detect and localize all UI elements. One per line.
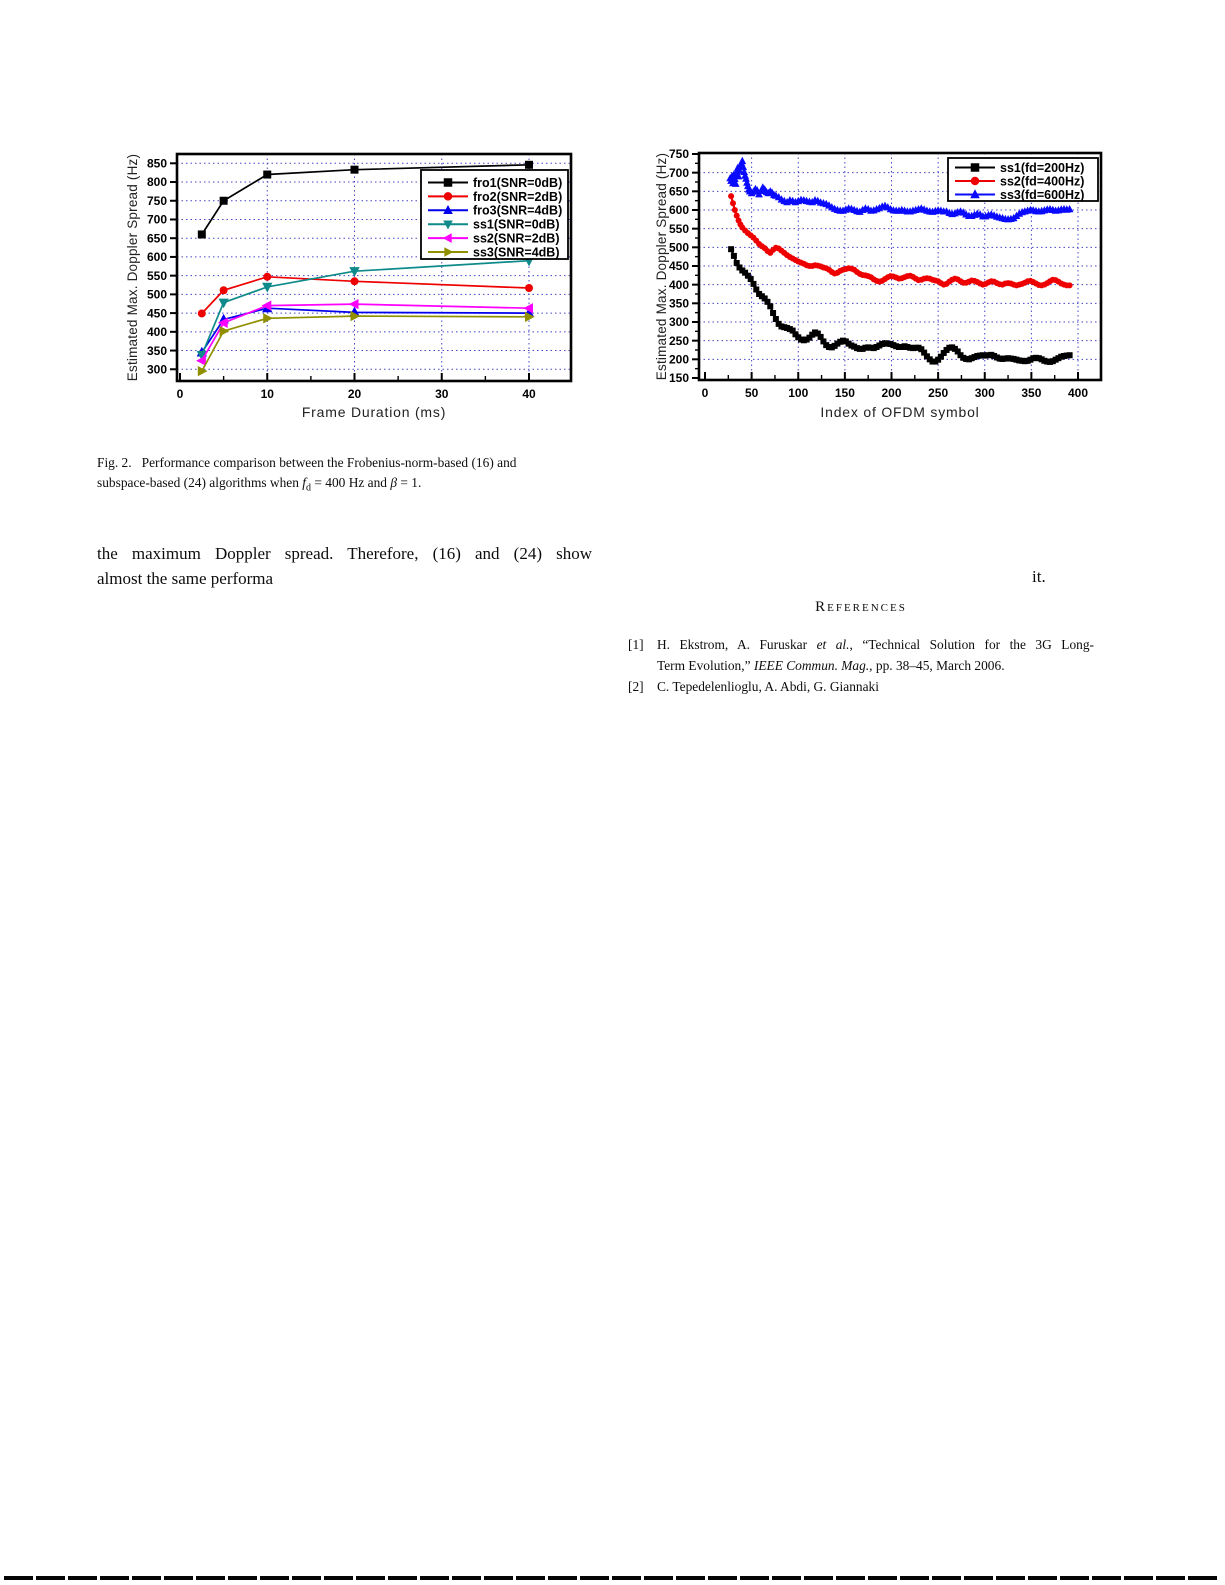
y-tick-label: 700 [146,212,167,227]
marker-circle [198,309,206,317]
journal-name: IEEE Commun. Mag. [753,658,870,673]
legend-label: ss3(fd=600Hz) [1000,187,1085,202]
marker-square [767,303,773,309]
reference-text: , pp. 38–45, March 2006. [869,658,1005,673]
marker-square [351,166,359,174]
legend-label: ss3(SNR=4dB) [473,245,560,260]
reference-text: , “Technical Solution for the 3G Long- [849,637,1094,652]
y-tick-label: 700 [668,165,689,180]
y-tick-label: 400 [146,325,167,340]
y-tick-label: 550 [668,221,689,236]
legend [948,158,1098,202]
marker-circle [220,286,228,294]
caption-text: = 1. [397,475,422,490]
marker-square [971,163,980,172]
legend [421,170,568,259]
marker-circle [730,200,736,206]
y-axis-title: Estimated Max. Doppler Spread (Hz) [654,152,669,381]
x-axis-title: Frame Duration (ms) [301,404,447,420]
y-tick-label: 300 [668,315,689,330]
marker-square [770,310,776,316]
legend-label: fro3(SNR=4dB) [473,203,563,218]
legend-label: ss1(SNR=0dB) [473,217,560,232]
beta-symbol: β [390,475,398,490]
y-tick-label: 500 [668,240,689,255]
x-tick-label: 250 [928,386,949,400]
y-tick-label: 600 [668,203,689,218]
y-tick-label: 350 [146,343,167,358]
y-tick-label: 800 [146,175,167,190]
reference-text: H. Ekstrom, A. Furuskar [657,637,817,652]
marker-square [731,253,737,259]
y-tick-label: 650 [668,184,689,199]
y-tick-label: 750 [146,193,167,208]
y-tick-label: 600 [146,250,167,265]
marker-square [750,281,756,287]
marker-circle [525,284,533,292]
series-line [202,308,529,352]
figure2-caption-line1: Fig. 2. Performance comparison between the Frobenius-norm-based (16) and [97,455,517,470]
legend-label: ss1(fd=200Hz) [1000,160,1085,175]
reference-1-line1 [628,634,1094,655]
page-edge-dashed-rule [4,1576,1220,1580]
marker-square [728,246,734,252]
series-line [202,316,529,371]
reference-text: C. Tepedelenlioglu, A. Abdi, G. Giannaki [657,679,879,694]
marker-triangle-left [349,299,359,309]
y-tick-label: 150 [668,371,689,386]
y-tick-label: 550 [146,268,167,283]
marker-square [220,197,228,205]
reference-1-line2 [628,655,1094,676]
body-line1: the maximum Doppler spread. Therefore, (16) and (24) show [97,544,592,563]
marker-square [525,161,533,169]
legend-label: fro2(SNR=2dB) [473,189,563,204]
x-tick-label: 200 [881,386,902,400]
figure2-right-chart [625,132,1135,432]
reference-2-number: [2] [628,679,644,694]
marker-circle [263,273,271,281]
x-tick-label: 30 [435,387,449,401]
legend-label: ss2(SNR=2dB) [473,231,560,246]
et-al: et al. [816,637,850,652]
x-tick-label: 150 [834,386,855,400]
x-axis-title: Index of OFDM symbol [820,404,980,420]
marker-triangle-right [198,366,208,376]
body-line2: almost the same performa [97,569,274,588]
marker-square [198,230,206,238]
x-tick-label: 0 [701,386,709,400]
y-tick-label: 250 [668,333,689,348]
fd-symbol: f [302,475,307,490]
marker-square [1067,352,1073,358]
marker-circle [971,177,980,186]
x-tick-label: 300 [974,386,995,400]
legend-label: fro1(SNR=0dB) [473,175,563,190]
marker-circle [1067,282,1073,288]
x-tick-label: 0 [176,387,184,401]
marker-square [263,171,271,179]
marker-triangle-right [220,326,230,336]
caption-text: = 400 Hz and [311,475,391,490]
x-tick-label: 40 [522,387,536,401]
series-line [202,277,529,314]
figure2-left-chart [80,132,585,432]
fd-subscript: d [306,482,312,494]
marker-circle [732,207,738,213]
x-tick-label: 20 [347,387,362,401]
body-paragraph [97,541,592,591]
y-tick-label: 750 [668,147,689,162]
reference-list [628,634,1094,697]
x-tick-label: 10 [260,387,274,401]
reference-text: Term Evolution,” [657,658,754,673]
caption-text: subspace-based (24) algorithms when [97,475,303,490]
x-tick-label: 100 [788,386,809,400]
figure2-caption [97,453,597,499]
x-tick-label: 400 [1067,386,1089,400]
legend-label: ss2(fd=400Hz) [1000,174,1085,189]
left-chart-svg [80,132,585,432]
figure2-caption-line2 [97,473,597,499]
marker-triangle-up [738,157,746,164]
y-tick-label: 850 [146,156,167,171]
x-tick-label: 50 [744,386,759,400]
y-tick-label: 350 [668,296,689,311]
marker-circle [351,277,359,285]
references-heading: References [815,599,907,615]
reference-1-number: [1] [628,637,644,652]
right-chart-svg [625,132,1135,432]
x-tick-label: 350 [1021,386,1042,400]
marker-circle [728,193,734,199]
y-tick-label: 500 [146,287,167,302]
y-tick-label: 650 [146,231,167,246]
marker-circle [444,192,453,201]
y-tick-label: 400 [668,277,689,292]
marker-triangle-down [219,299,229,309]
y-tick-label: 450 [668,259,689,274]
y-axis-title: Estimated Max. Doppler Spread (Hz) [125,153,140,382]
marker-square [444,178,453,187]
reference-2 [628,676,1094,697]
y-tick-label: 300 [146,362,167,377]
y-tick-label: 200 [668,352,689,367]
marker-triangle-right [263,313,273,323]
column-fragment: it. [1032,567,1046,586]
y-tick-label: 450 [146,306,167,321]
